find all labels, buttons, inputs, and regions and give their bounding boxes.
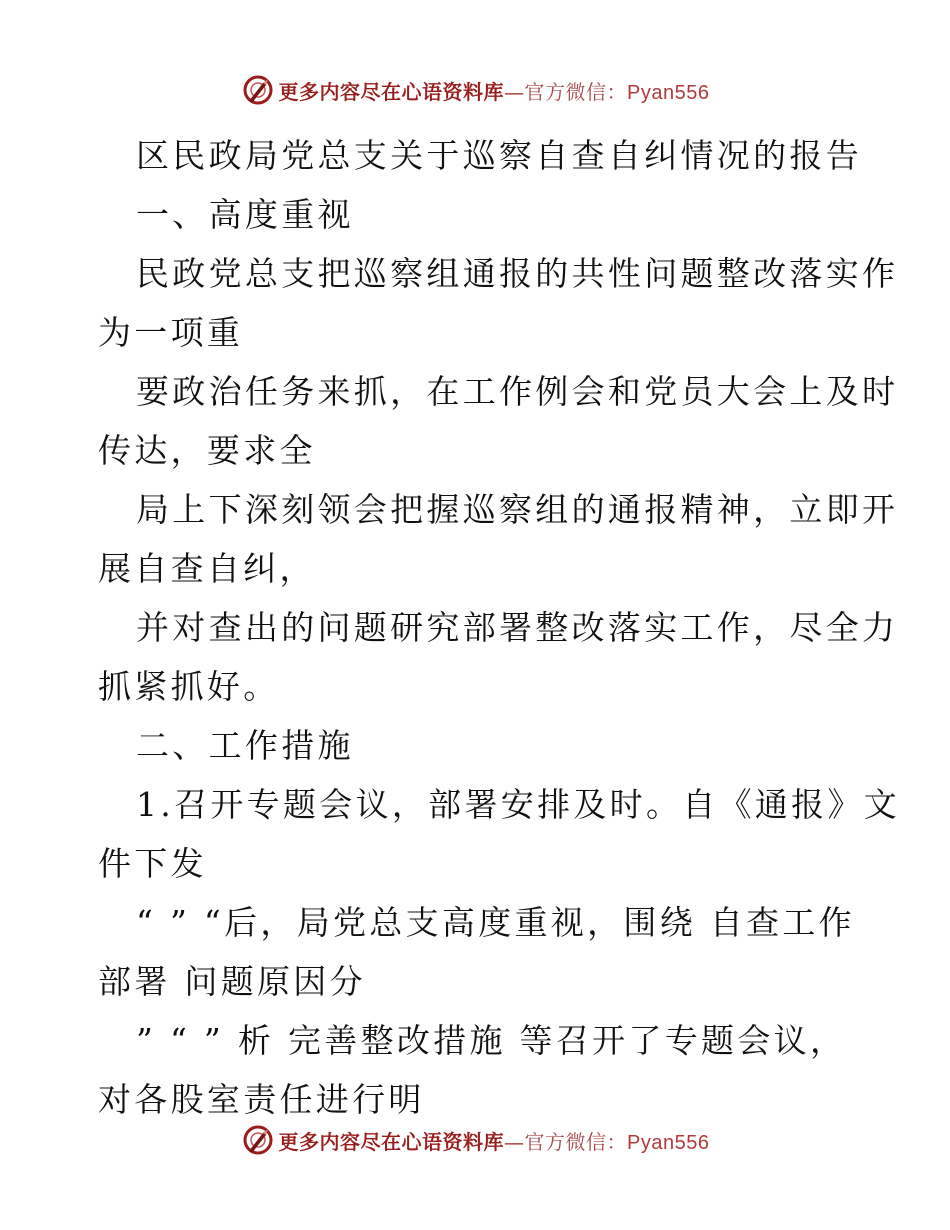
text-line: 展自查自纠， [98,549,316,588]
text-line: 件下发 [98,844,207,883]
text-line: 抓紧抓好。 [98,667,280,706]
text-line: 并对查出的问题研究部署整改落实工作，尽全力 [136,608,899,647]
text-line: 一、高度重视 [136,195,354,234]
watermark-text [279,1126,710,1155]
text-line: 传达，要求全 [98,431,316,470]
watermark-footer [0,1120,950,1160]
document-body [98,126,901,1129]
text-line: ” “ ” 析 完善整改措施 等召开了专题会议， [136,1021,847,1060]
text-line: 部署 问题原因分 [98,962,366,1001]
text-line: 二、工作措施 [136,726,354,765]
text-line: 对各股室责任进行明 [98,1080,425,1119]
text-line: “ ” “后，局党总支高度重视，围绕 自查工作 [136,903,855,942]
text-line: 为一项重 [98,313,244,352]
watermark-separator: — [504,1129,525,1154]
watermark-site-text: 更多内容尽在心语资料库 [278,1129,505,1154]
watermark-wechat-label: 官方微信： [524,79,628,104]
text-line: 要政治任务来抓，在工作例会和党员大会上及时 [136,372,899,411]
watermark-wechat-id: Pyan556 [627,81,710,104]
watermark-header [0,70,950,110]
watermark-text [279,76,710,105]
watermark-wechat-id: Pyan556 [627,1131,710,1154]
fountain-pen-logo-icon [241,1123,275,1157]
watermark-site-text: 更多内容尽在心语资料库 [278,79,505,104]
text-line: 局上下深刻领会把握巡察组的通报精神，立即开 [136,490,899,529]
text-line: 民政党总支把巡察组通报的共性问题整改落实作 [136,254,899,293]
document-title: 区民政局党总支关于巡察自查自纠情况的报告 [136,136,862,175]
watermark-separator: — [504,79,525,104]
text-line: 1.召开专题会议，部署安排及时。自《通报》文 [136,785,901,824]
watermark-wechat-label: 官方微信： [524,1129,628,1154]
fountain-pen-logo-icon [241,73,275,107]
